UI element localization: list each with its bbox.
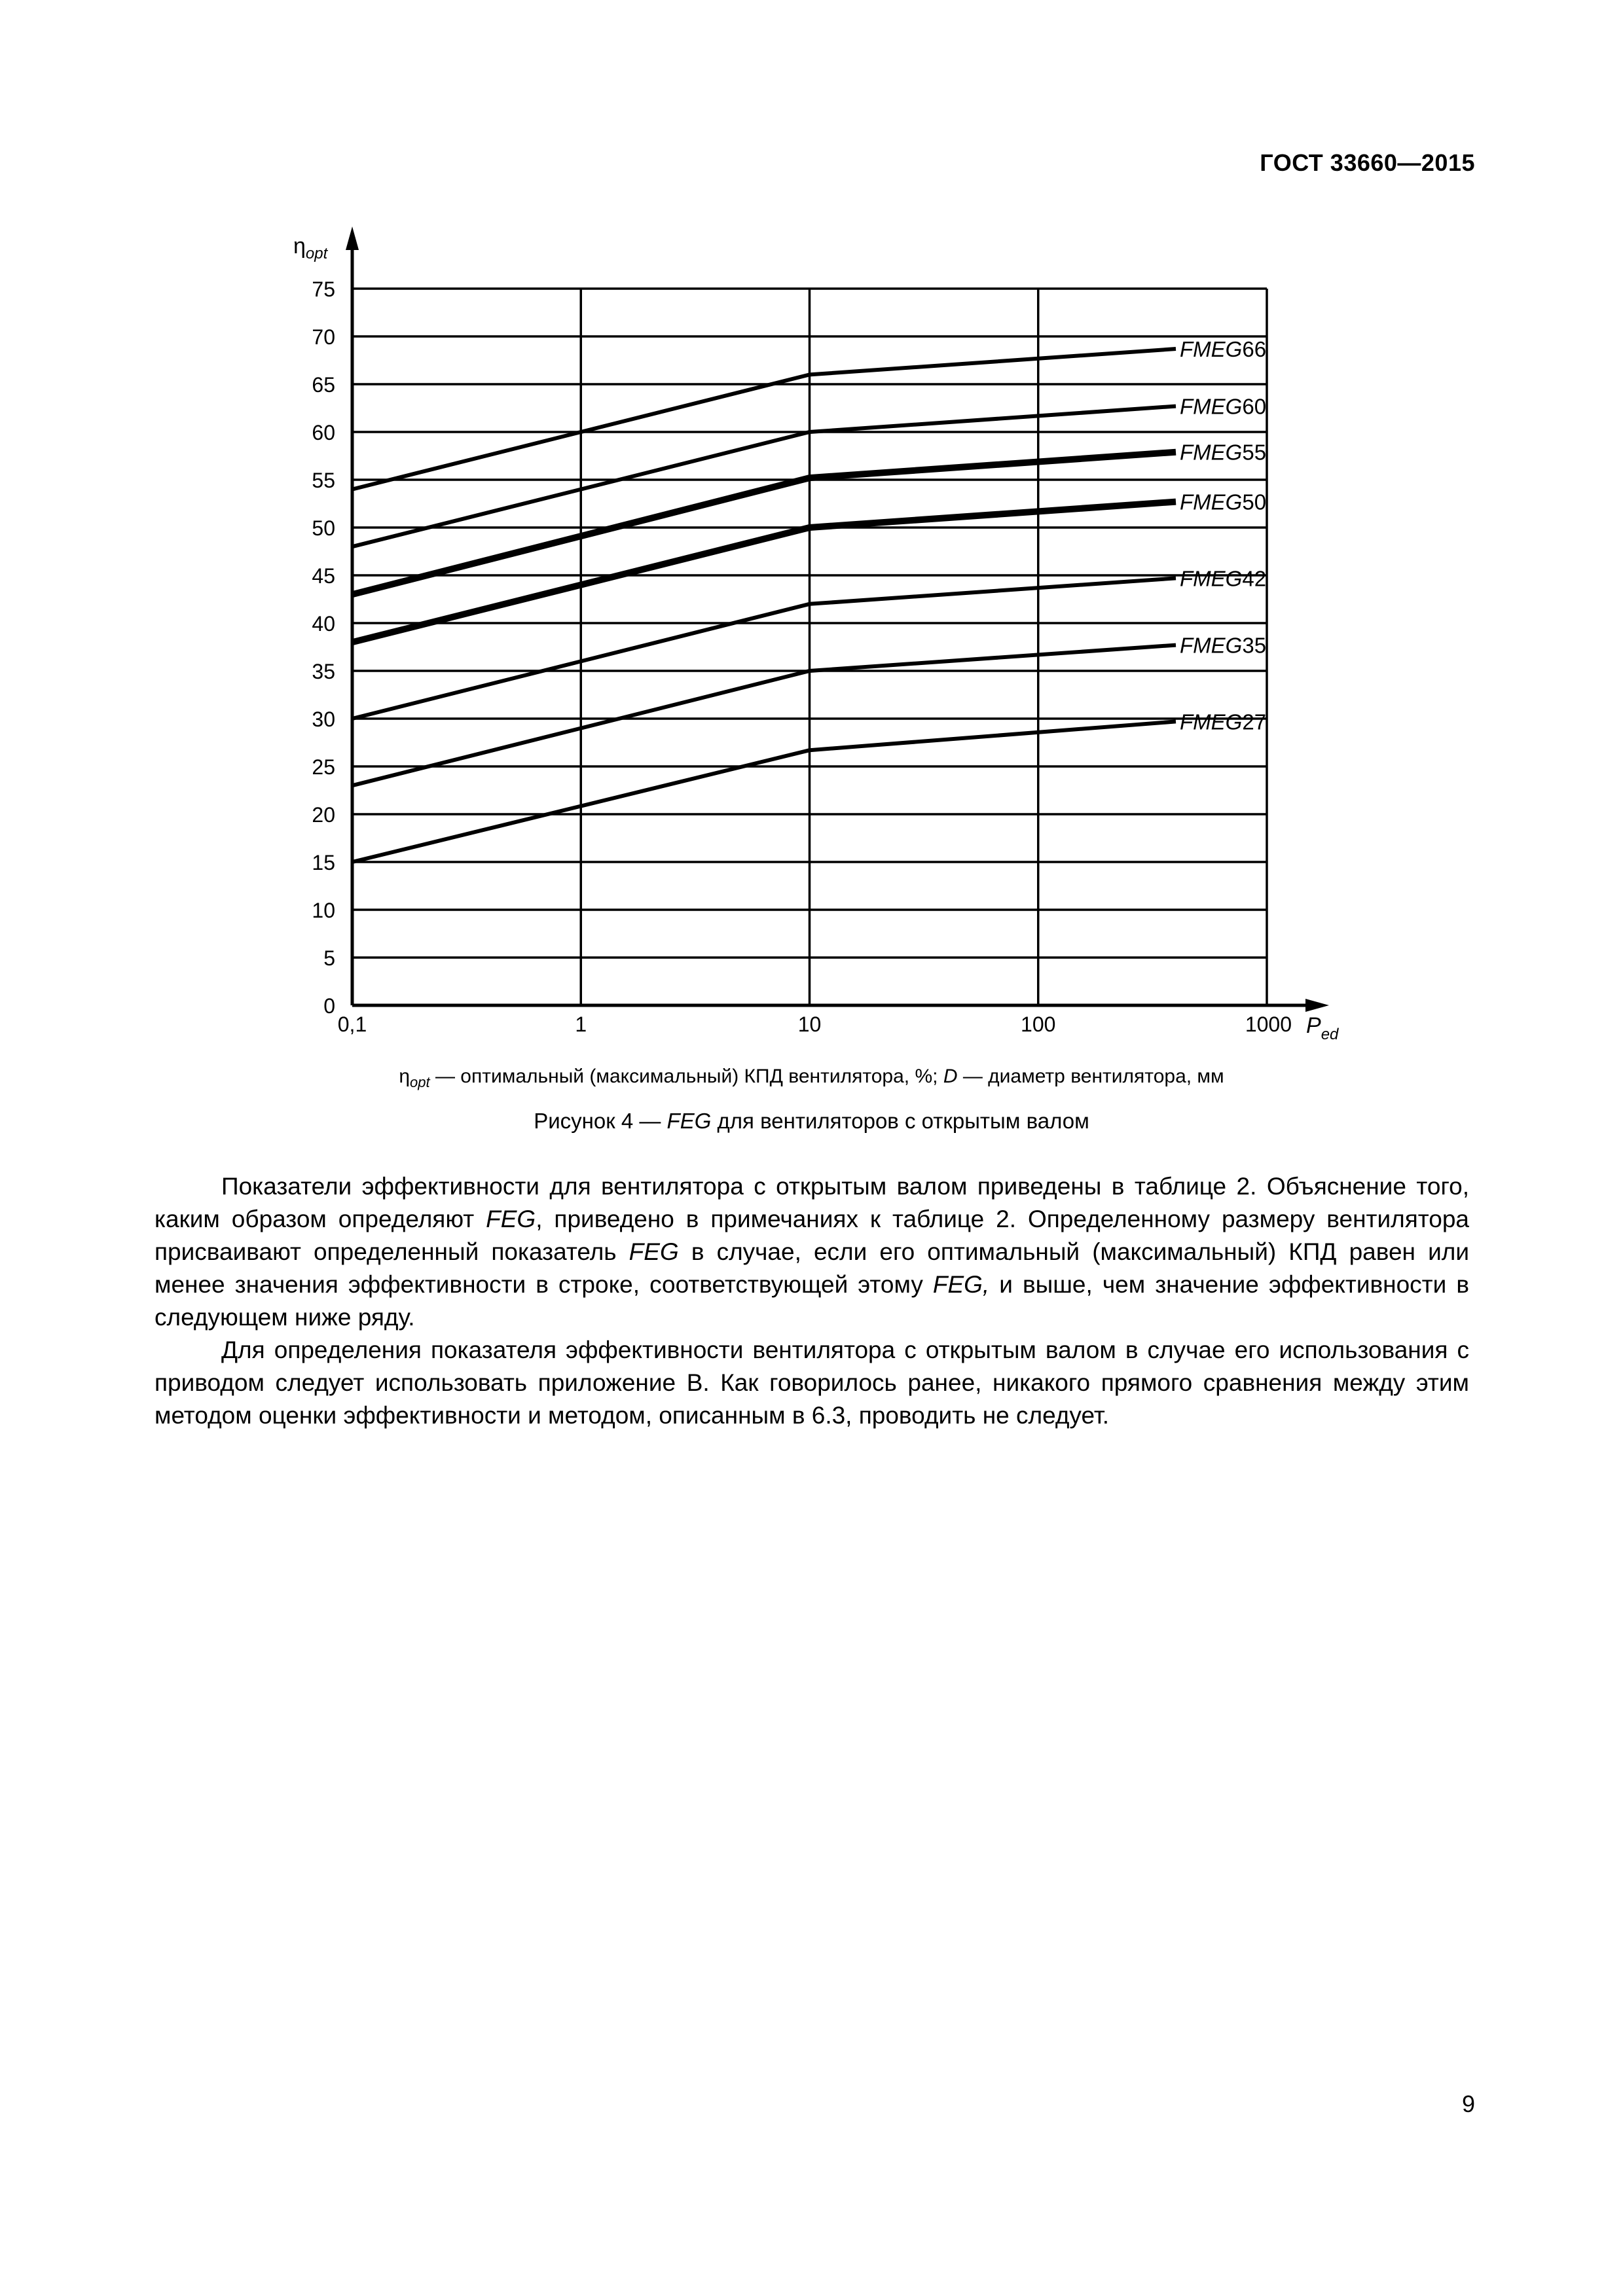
paragraph-1: Показатели эффективности для вентилятора с открытым валом приведены в таблице 2. Объяснение того, каким образом определяют FEG, приведено в примечаниях к таблице 2. Определенному размеру вентилятора присваивают определенный показатель FEG в случае, если его оптимальный (максимальный) КПД равен или менее значения эффективности в строке, соответствующей этому FEG, и выше, чем значение эффективности в следующем ниже ряду. <box>155 1173 1470 1331</box>
x-tick-label-100: 100 <box>1021 1013 1056 1036</box>
series-line-FMEG60 <box>352 406 1176 547</box>
figure-caption <box>0 1109 1623 1134</box>
chart-labels <box>293 234 1339 1043</box>
series-label-FMEG42: FMEG42 <box>1180 566 1267 591</box>
paragraph-2: Для определения показателя эффективности вентилятора с открытым валом в случае его использования с приводом следует использовать приложение В. Как говорилось ранее, никакого прямого сравнения между этим методом оценки эффективности и методом, описанным в 6.3, проводить не следует. <box>155 1336 1469 1429</box>
figure-legend <box>0 1066 1623 1091</box>
caption-prefix: Рисунок 4 — <box>534 1109 667 1133</box>
y-tick-label-25: 25 <box>312 755 335 779</box>
series-line-FMEG35 <box>352 645 1176 786</box>
chart-series <box>352 349 1176 862</box>
feg-chart <box>0 0 1623 1060</box>
series-line-FMEG66 <box>352 349 1176 490</box>
y-axis-arrow <box>346 226 359 250</box>
legend-eta: η <box>399 1066 410 1087</box>
series-label-FMEG60: FMEG60 <box>1180 394 1267 419</box>
page-number: 9 <box>1461 2090 1475 2117</box>
series-line-FMEG55 <box>352 452 1176 595</box>
legend-d: D <box>943 1066 958 1087</box>
series-label-FMEG50: FMEG50 <box>1180 490 1267 514</box>
series-line-FMEG50 <box>352 502 1176 643</box>
y-tick-label-65: 65 <box>312 373 335 397</box>
y-tick-label-10: 10 <box>312 899 335 922</box>
standard-number: ГОСТ 33660—2015 <box>1260 149 1475 176</box>
x-tick-label-0.1: 0,1 <box>337 1013 367 1036</box>
body-text <box>155 1170 1469 1432</box>
y-tick-label-15: 15 <box>312 851 335 874</box>
y-tick-label-70: 70 <box>312 325 335 349</box>
series-label-FMEG35: FMEG35 <box>1180 633 1267 658</box>
x-tick-label-10: 10 <box>797 1013 822 1036</box>
y-tick-label-35: 35 <box>312 660 335 683</box>
caption-suffix: для вентиляторов с открытым валом <box>711 1109 1089 1133</box>
y-tick-label-20: 20 <box>312 803 335 827</box>
series-label-FMEG27: FMEG27 <box>1180 709 1267 734</box>
y-tick-label-0: 0 <box>323 994 335 1018</box>
x-axis-arrow <box>1305 999 1329 1012</box>
series-line-FMEG27 <box>352 721 1176 862</box>
series-line-FMEG42 <box>352 578 1176 719</box>
x-tick-label-1000: 1000 <box>1245 1013 1292 1036</box>
x-tick-label-1: 1 <box>575 1013 587 1036</box>
legend-eta-sub: opt <box>410 1074 430 1090</box>
x-axis-title: $P_{ed}$ <box>1306 1013 1339 1043</box>
y-tick-label-40: 40 <box>312 612 335 636</box>
series-label-FMEG55: FMEG55 <box>1180 440 1267 465</box>
y-tick-label-5: 5 <box>323 946 335 970</box>
legend-text-2: — диаметр вентилятора, мм <box>957 1066 1224 1087</box>
chart-ticks <box>312 278 1292 1036</box>
legend-text-1: — оптимальный (максимальный) КПД вентилятора, %; <box>429 1066 943 1087</box>
y-tick-label-30: 30 <box>312 708 335 731</box>
y-tick-label-55: 55 <box>312 469 335 492</box>
y-tick-label-75: 75 <box>312 278 335 301</box>
y-tick-label-50: 50 <box>312 516 335 540</box>
y-tick-label-45: 45 <box>312 564 335 588</box>
series-label-FMEG66: FMEG66 <box>1180 336 1267 361</box>
caption-feg: FEG <box>666 1109 712 1133</box>
y-tick-label-60: 60 <box>312 421 335 444</box>
y-axis-title: $\eta_{opt}$ <box>293 234 328 262</box>
